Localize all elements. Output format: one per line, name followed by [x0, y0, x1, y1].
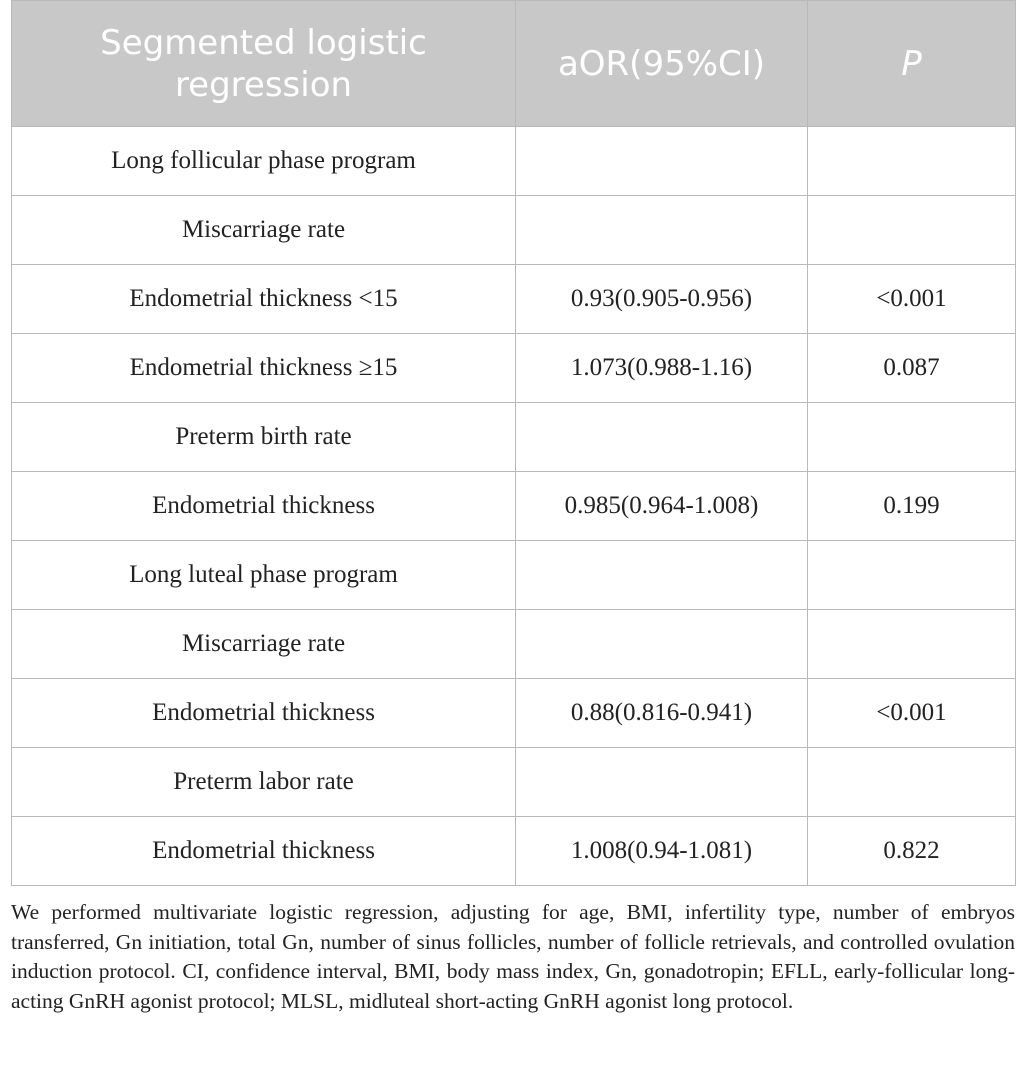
row-aor: [516, 403, 808, 472]
row-p: [808, 748, 1016, 817]
header-segmented-logistic-regression: Segmented logistic regression: [12, 1, 516, 127]
row-p: [808, 610, 1016, 679]
table-header-row: [12, 1, 1016, 127]
row-p: 0.822: [808, 817, 1016, 886]
table-row: [12, 403, 1016, 472]
row-label: Endometrial thickness: [12, 679, 516, 748]
row-aor: 1.073(0.988-1.16): [516, 334, 808, 403]
row-label: Endometrial thickness: [12, 472, 516, 541]
row-aor: 0.93(0.905-0.956): [516, 265, 808, 334]
table-row: [12, 679, 1016, 748]
row-p: [808, 403, 1016, 472]
row-aor: [516, 196, 808, 265]
row-label: Endometrial thickness <15: [12, 265, 516, 334]
row-label: Miscarriage rate: [12, 196, 516, 265]
row-aor: [516, 127, 808, 196]
table-row: [12, 265, 1016, 334]
row-label: Preterm labor rate: [12, 748, 516, 817]
table-row: [12, 817, 1016, 886]
row-p: 0.199: [808, 472, 1016, 541]
row-p: [808, 541, 1016, 610]
table-footnote: We performed multivariate logistic regression, adjusting for age, BMI, infertility type, number of embryos transferred, Gn initiation, total Gn, number of sinus follicles, number of follicle retrievals, and controlled ovulation induction protocol. CI, confidence interval, BMI, body mass index, Gn, gonadotropin; EFLL, early-follicular long-acting GnRH agonist protocol; MLSL, midluteal short-acting GnRH agonist long protocol.: [11, 900, 1015, 1013]
header-p-value: P: [808, 1, 1016, 127]
table-row: [12, 334, 1016, 403]
row-label: Endometrial thickness: [12, 817, 516, 886]
row-aor: [516, 541, 808, 610]
row-label: Miscarriage rate: [12, 610, 516, 679]
row-aor: [516, 610, 808, 679]
row-aor: 0.985(0.964-1.008): [516, 472, 808, 541]
row-label: Long luteal phase program: [12, 541, 516, 610]
table-row: [12, 748, 1016, 817]
regression-table: [11, 0, 1016, 886]
row-p: [808, 127, 1016, 196]
row-aor: 0.88(0.816-0.941): [516, 679, 808, 748]
row-label: Preterm birth rate: [12, 403, 516, 472]
table-row: [12, 472, 1016, 541]
row-aor: 1.008(0.94-1.081): [516, 817, 808, 886]
table-row: [12, 610, 1016, 679]
row-label: Endometrial thickness ≥15: [12, 334, 516, 403]
regression-table-container: [11, 0, 1015, 886]
row-p: [808, 196, 1016, 265]
table-row: [12, 196, 1016, 265]
table-row: [12, 541, 1016, 610]
row-p: 0.087: [808, 334, 1016, 403]
table-row: [12, 127, 1016, 196]
row-label: Long follicular phase program: [12, 127, 516, 196]
row-aor: [516, 748, 808, 817]
row-p: <0.001: [808, 679, 1016, 748]
header-aor-95ci: aOR(95%CI): [516, 1, 808, 127]
row-p: <0.001: [808, 265, 1016, 334]
